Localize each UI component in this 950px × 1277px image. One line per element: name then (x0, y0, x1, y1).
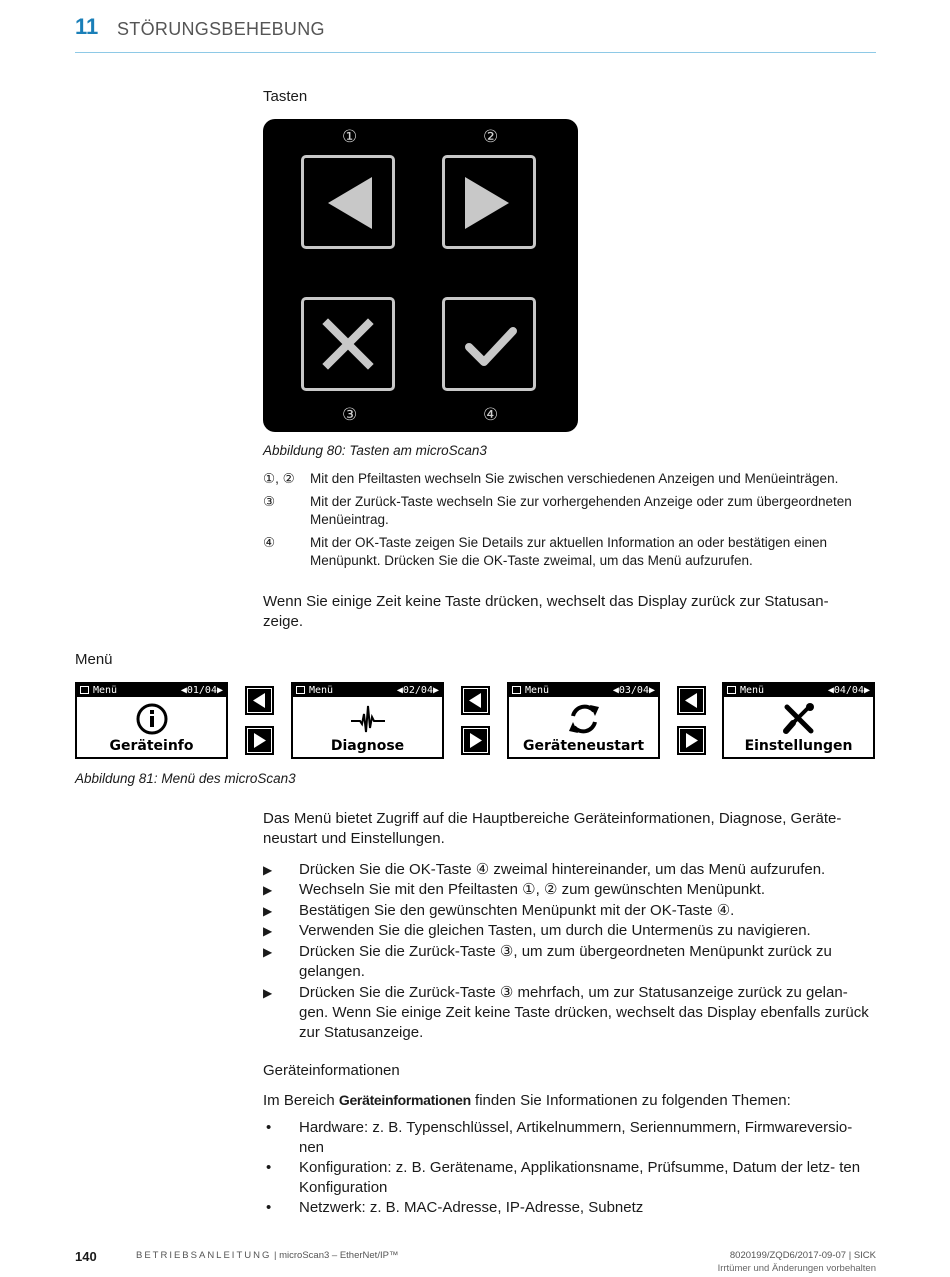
triangle-bullet-icon: ▶ (263, 986, 273, 1000)
triangle-bullet-icon: ▶ (263, 904, 273, 918)
info-intro-text: Im Bereich (263, 1092, 339, 1109)
arrow-left-icon (461, 686, 490, 715)
waveform-icon (350, 702, 386, 736)
footer-doc-id: 8020199/ZQD6/2017-09-07 | SICK (729, 1250, 876, 1261)
menu-screen-4 (722, 682, 875, 759)
keypad-figure (263, 119, 578, 432)
legend-key: ③ (263, 494, 276, 509)
key-right-button[interactable] (442, 155, 536, 249)
menu-icon (296, 686, 305, 694)
screen-label: Diagnose (330, 738, 405, 754)
screen-title: Menü (309, 685, 334, 696)
triangle-bullet-icon: ▶ (263, 863, 273, 877)
menu-screen-1 (75, 682, 228, 759)
info-intro (263, 1090, 875, 1111)
menu-screen-2 (291, 682, 444, 759)
figure-caption-81: Abbildung 81: Menü des microScan3 (75, 771, 296, 786)
chapter-number: 11 (75, 14, 99, 39)
legend-text: Mit den Pfeiltasten wechseln Sie zwischen verschiedenen Anzeigen und Menüeinträgen. (310, 471, 839, 486)
list-item-text: Drücken Sie die OK-Taste ④ zweimal hintereinander, um das Menü aufzurufen. (299, 861, 826, 878)
footer-disclaimer: Irrtümer und Änderungen vorbehalten (717, 1263, 876, 1274)
info-intro-text: finden Sie Informationen zu folgenden Themen: (470, 1092, 791, 1109)
screen-page-indicator: ◀01/04▶ (180, 685, 223, 696)
header-divider (75, 52, 876, 53)
screen-page-indicator: ◀04/04▶ (827, 685, 870, 696)
screen-label: Geräteneustart (522, 738, 645, 754)
legend-key: ④ (263, 535, 276, 550)
nav-prev-button[interactable] (245, 686, 274, 715)
section-heading-menu: Menü (75, 651, 113, 668)
screen-title-bar (509, 684, 658, 697)
list-item-text: Hardware: z. B. Typenschlüssel, Artikelnummern, Seriennummern, Firmwareversio- nen (299, 1119, 853, 1156)
triangle-bullet-icon: ▶ (263, 945, 273, 959)
arrow-left-icon (245, 686, 274, 715)
nav-prev-button[interactable] (677, 686, 706, 715)
list-item-text: Bestätigen Sie den gewünschten Menüpunkt mit der OK-Taste ④. (299, 902, 735, 919)
footer-product: | microScan3 – EtherNet/IP™ (271, 1250, 399, 1261)
screen-title: Menü (525, 685, 550, 696)
screen-title: Menü (740, 685, 765, 696)
check-icon (445, 300, 533, 388)
screen-title: Menü (93, 685, 118, 696)
restart-icon (566, 702, 602, 736)
screen-page-indicator: ◀03/04▶ (612, 685, 655, 696)
nav-next-button[interactable] (245, 726, 274, 755)
arrow-right-icon (461, 726, 490, 755)
key-number-2: ② (483, 127, 499, 146)
dot-bullet-icon: • (266, 1159, 272, 1176)
triangle-bullet-icon: ▶ (263, 924, 273, 938)
info-icon (134, 702, 170, 736)
screen-label: Geräteinfo (109, 738, 194, 754)
arrow-right-icon (245, 726, 274, 755)
section-heading-geraeteinformationen: Geräteinformationen (263, 1062, 400, 1079)
list-item-text: Wechseln Sie mit den Pfeiltasten ①, ② zum gewünschten Menüpunkt. (299, 881, 766, 898)
legend-item (263, 534, 878, 572)
arrow-right-icon (445, 158, 533, 246)
dot-bullet-icon: • (266, 1199, 272, 1216)
legend-text: Mit der OK-Taste zeigen Sie Details zur aktuellen Information an oder bestätigen einen Menüpunkt. Drücken Sie die OK-Taste zweimal, um das Menü aufzurufen. (310, 535, 828, 568)
display-note: Wenn Sie einige Zeit keine Taste drücken, wechselt das Display zurück zur Statusan- zeige. (263, 593, 829, 630)
legend-key: ①, ② (263, 471, 295, 486)
chapter-title: STÖRUNGSBEHEBUNG (117, 19, 325, 39)
menu-intro: Das Menü bietet Zugriff auf die Hauptbereiche Geräteinformationen, Diagnose, Geräte- neustart und Einstellungen. (263, 810, 842, 847)
cross-icon (304, 300, 392, 388)
list-item-text: Konfiguration: z. B. Gerätename, Applikationsname, Prüfsumme, Datum der letz- ten Konfiguration (299, 1159, 861, 1196)
nav-next-button[interactable] (677, 726, 706, 755)
footer-document (136, 1250, 398, 1261)
screen-page-indicator: ◀02/04▶ (396, 685, 439, 696)
list-item-text: Drücken Sie die Zurück-Taste ③, um zum übergeordneten Menüpunkt zurück zu gelangen. (299, 943, 832, 980)
legend-text: Mit der Zurück-Taste wechseln Sie zur vorhergehenden Anzeige oder zum übergeordneten Menüeintrag. (310, 494, 852, 527)
arrow-left-icon (304, 158, 392, 246)
arrow-left-icon (677, 686, 706, 715)
section-heading-tasten: Tasten (263, 88, 308, 105)
dot-bullet-icon: • (266, 1119, 272, 1136)
page-number: 140 (75, 1249, 97, 1264)
key-ok-button[interactable] (442, 297, 536, 391)
key-number-1: ① (342, 127, 358, 146)
screen-title-bar (724, 684, 873, 697)
screen-label: Einstellungen (744, 738, 853, 754)
screen-title-bar (293, 684, 442, 697)
screen-title-bar (77, 684, 226, 697)
footer-doc-type: BETRIEBSANLEITUNG (136, 1250, 272, 1261)
triangle-bullet-icon: ▶ (263, 883, 273, 897)
legend-item (263, 493, 878, 531)
menu-icon (512, 686, 521, 694)
nav-next-button[interactable] (461, 726, 490, 755)
figure-caption-80: Abbildung 80: Tasten am microScan3 (263, 443, 487, 458)
menu-icon (80, 686, 89, 694)
list-item-text: Drücken Sie die Zurück-Taste ③ mehrfach, um zur Statusanzeige zurück zu gelan- gen. Wenn Sie einige Zeit keine Taste drücken, wechselt das Display ebenfalls zurück zur Statusanzeige. (299, 984, 869, 1041)
list-item-text: Verwenden Sie die gleichen Tasten, um durch die Untermenüs zu navigieren. (299, 922, 811, 939)
tools-icon (781, 702, 817, 736)
menu-screen-3 (507, 682, 660, 759)
key-back-button[interactable] (301, 297, 395, 391)
list-item-text: Netzwerk: z. B. MAC-Adresse, IP-Adresse, Subnetz (299, 1199, 644, 1216)
legend-item (263, 470, 878, 490)
info-intro-bold: Geräteinformationen (338, 1092, 471, 1108)
key-left-button[interactable] (301, 155, 395, 249)
key-number-4: ④ (483, 405, 499, 424)
key-number-3: ③ (342, 405, 358, 424)
menu-icon (727, 686, 736, 694)
nav-prev-button[interactable] (461, 686, 490, 715)
arrow-right-icon (677, 726, 706, 755)
